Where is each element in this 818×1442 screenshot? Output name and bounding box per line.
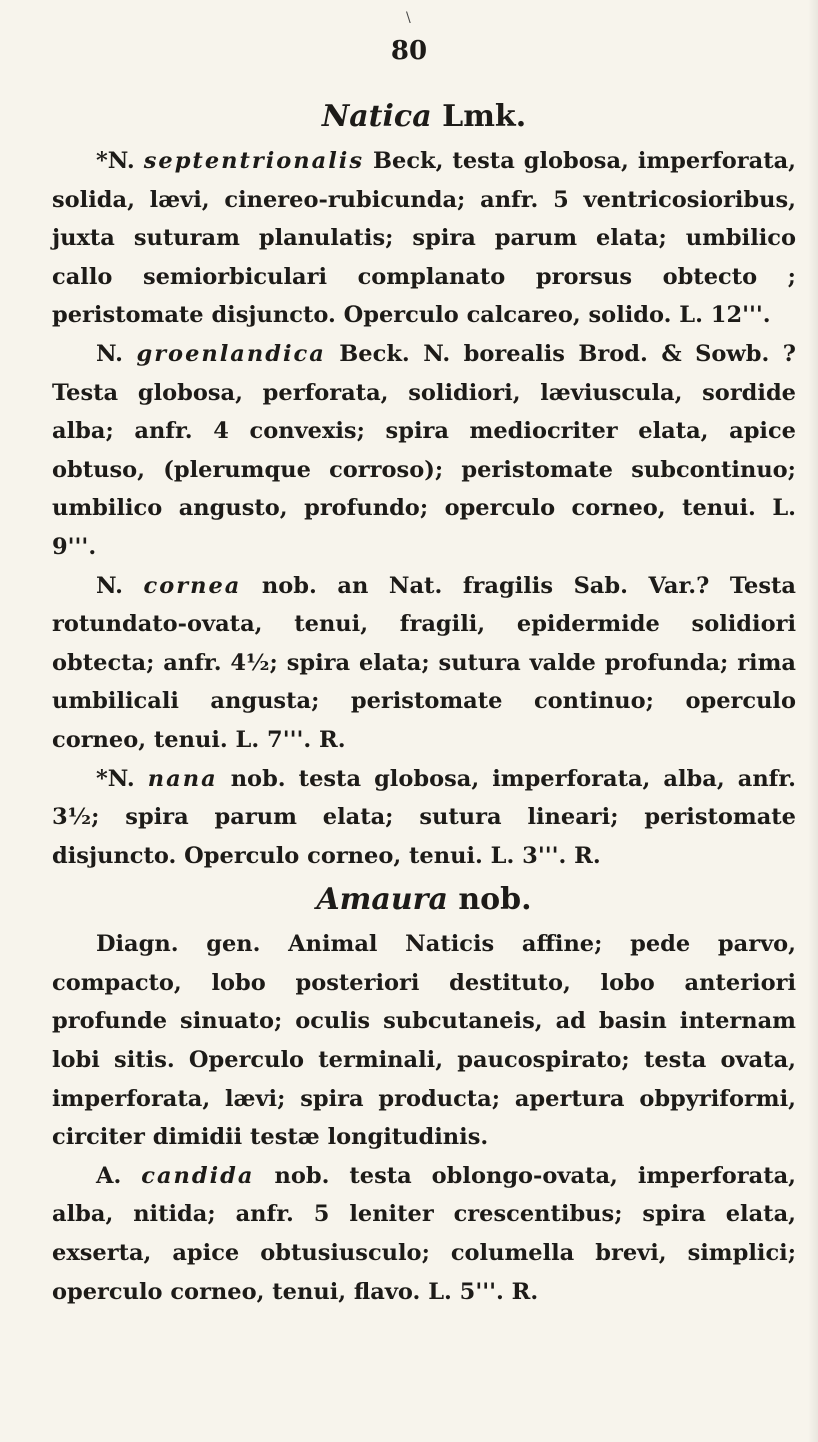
genus-authority: Lmk. (442, 99, 527, 134)
species-prefix: *N. (96, 765, 135, 792)
genus-diagnosis: Diagn. gen. Animal Naticis affine; pede parvo, compacto, lobo posteriori destituto, lobo anteriori profunde sinuato; oculis subcutaneis, ad basin internam lobi sitis. Operculo terminali, paucospirato; testa ovata, imperforata, lævi; spira producta; apertura obpyriformi, circiter dimidii testæ longitudinis. (52, 931, 796, 1151)
species-entry-groenlandica (52, 335, 796, 567)
page-body (52, 92, 796, 1311)
genus-name: Amaura (316, 882, 448, 918)
genus-name: Natica (321, 99, 432, 134)
species-entry-cornea (52, 567, 796, 760)
species-name: cornea (143, 572, 242, 599)
species-description: Beck. N. borealis Brod. & Sowb. ? Testa globosa, perforata, solidiori, læviuscula, sordide alba; anfr. 4 convexis; spira mediocriter elata, apice obtuso, (plerumque corroso); peristomate subcontinuo; umbilico angusto, profundo; operculo corneo, tenui. L. 9'''. (52, 340, 796, 560)
genus-heading-amaura (52, 875, 796, 925)
species-description: nob. testa globosa, imperforata, alba, anfr. 3½; spira parum elata; sutura lineari; peristomate disjuncto. Operculo corneo, tenui. L. 3'''. R. (52, 765, 796, 869)
species-entry-septentrionalis (52, 142, 796, 335)
species-entry-nana (52, 760, 796, 876)
species-prefix: N. (96, 572, 123, 599)
species-description: Beck, testa globosa, imperforata, solida, lævi, cinereo-rubicunda; anfr. 5 ventricosioribus, juxta suturam planulatis; spira parum elata; umbilico callo semiorbiculari complanato prorsus obtecto ; peristomate disjuncto. Operculo calcareo, solido. L. 12'''. (52, 148, 797, 329)
species-description: nob. testa oblongo-ovata, imperforata, alba, nitida; anfr. 5 leniter crescentibus; spira elata, exserta, apice obtusiusculo; columella brevi, simplici; operculo corneo, tenui, flavo. L. 5'''. R. (52, 1162, 796, 1305)
species-prefix: *N. (96, 148, 135, 174)
species-name: groenlandica (136, 340, 326, 367)
species-description: nob. an Nat. fragilis Sab. Var.? Testa rotundato-ovata, tenui, fragili, epidermide solidiori obtecta; anfr. 4½; spira elata; sutura valde profunda; rima umbilicali angusta; peristomate continuo; operculo corneo, tenui. L. 7'''. R. (52, 572, 796, 753)
species-prefix: A. (96, 1162, 122, 1189)
genus-heading-natica (52, 92, 796, 142)
species-name: candida (141, 1162, 255, 1189)
genus-authority: nob. (458, 882, 532, 918)
page-number: 80 (390, 36, 428, 66)
species-name: nana (147, 765, 218, 792)
species-name: septentrionalis (143, 148, 365, 174)
species-prefix: N. (96, 340, 123, 367)
species-entry-candida (52, 1157, 796, 1311)
page-edge-shadow (808, 0, 818, 1442)
corner-mark: \ (406, 10, 411, 26)
